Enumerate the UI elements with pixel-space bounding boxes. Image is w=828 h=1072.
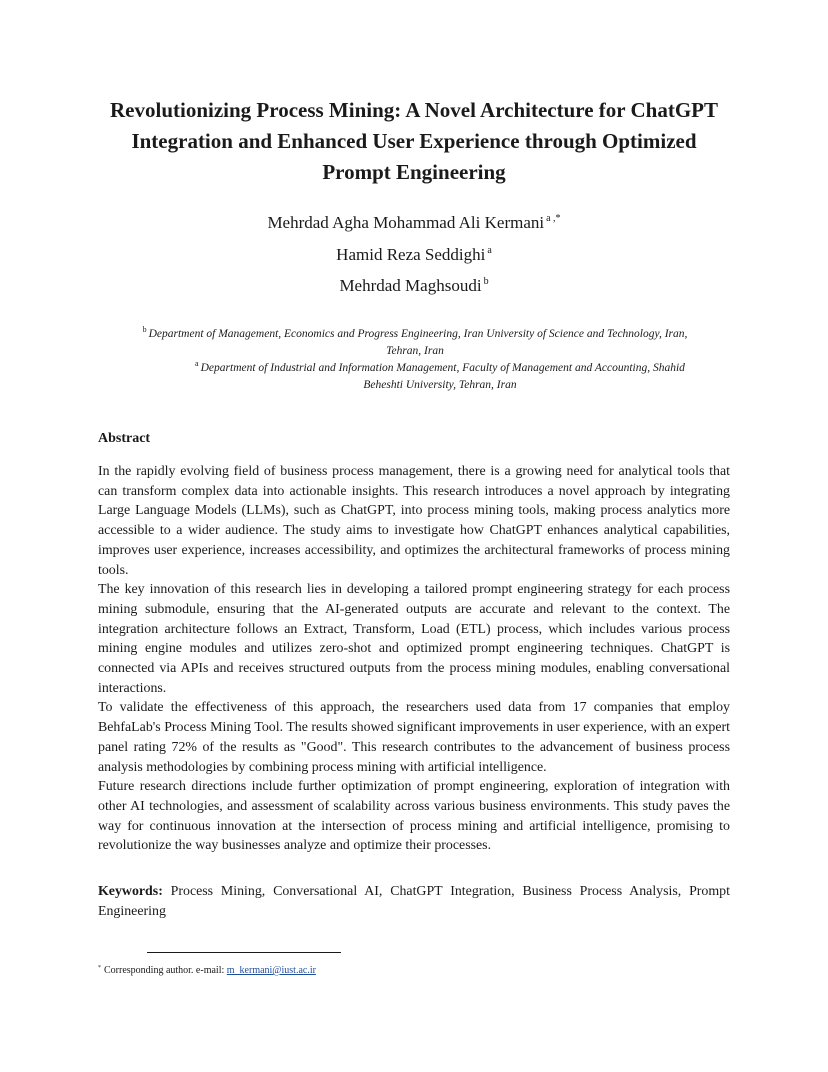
abstract-paragraph: In the rapidly evolving field of business process management, there is a growing need for analytical tools that can transform complex data into actionable insights. This research introduces a novel approach by integrating Large Language Models (LLMs), such as ChatGPT, into process mining tools, making process analytics more accessible to a wider audience. The study aims to investigate how ChatGPT enhances analytical capabilities, improves user experience, increases accessibility, and optimizes the architectural frameworks of process mining tools. xyxy=(98,464,730,578)
abstract-heading: Abstract xyxy=(98,431,151,446)
abstract-body xyxy=(98,462,730,856)
keywords xyxy=(98,882,730,921)
title-line: Prompt Engineering xyxy=(322,160,506,184)
affiliation-marker: a xyxy=(195,359,199,368)
footnote-divider xyxy=(147,952,341,953)
affiliation-text: Department of Management, Economics and Progress Engineering, Iran University of Science and Technology, Iran, xyxy=(148,328,688,340)
author-1 xyxy=(0,209,828,233)
affiliation-line xyxy=(100,321,730,343)
paper-title xyxy=(80,95,748,188)
keywords-label: Keywords: xyxy=(98,884,163,899)
author-name: Hamid Reza Seddighi xyxy=(336,245,486,264)
abstract-paragraph: The key innovation of this research lies in developing a tailored prompt engineering strategy for each process mining submodule, ensuring that the AI-generated outputs are accurate and relevant to the context. The integration architecture follows an Extract, Transform, Load (ETL) process, which includes various process mining engine modules and utilizes zero-shot and optimized prompt engineering techniques. ChatGPT is connected via APIs and receives structured outputs from the process mining modules, enabling conversational interactions. xyxy=(98,582,730,696)
affiliation-line: Tehran, Iran xyxy=(386,345,444,357)
footnote-text: Corresponding author. e-mail: xyxy=(104,965,227,976)
affiliation-line xyxy=(150,355,730,377)
title-line: Revolutionizing Process Mining: A Novel Architecture for ChatGPT xyxy=(110,98,718,122)
email-link[interactable]: m_kermani@iust.ac.ir xyxy=(226,965,316,976)
author-affiliation-marker: b xyxy=(483,276,489,287)
title-line: Integration and Enhanced User Experience through Optimized xyxy=(131,129,697,153)
affiliation-marker: b xyxy=(142,325,147,334)
author-affiliation-marker: a ,* xyxy=(546,213,561,224)
abstract-paragraph: To validate the effectiveness of this approach, the researchers used data from 17 companies that employ BehfaLab's Process Mining Tool. The results showed significant improvements in user experience, with an expert panel rating 72% of the results as "Good". This research contributes to the advancement of business process analysis methodologies by combining process mining with artificial intelligence. xyxy=(98,700,730,775)
author-affiliation-marker: a xyxy=(487,245,492,256)
keywords-text: Process Mining, Conversational AI, ChatGPT Integration, Business Process Analysis, Prompt Engineering xyxy=(98,884,730,919)
footnote xyxy=(98,961,316,978)
affiliation-line: Beheshti University, Tehran, Iran xyxy=(363,379,517,391)
affiliation-a xyxy=(150,355,730,394)
author-name: Mehrdad Agha Mohammad Ali Kermani xyxy=(267,213,545,232)
abstract-paragraph: Future research directions include further optimization of prompt engineering, exploration of integration with other AI technologies, and assessment of scalability across various business environments. This study paves the way for continuous innovation at the intersection of process mining and artificial intelligence, promising to revolutionize the way businesses analyze and optimize their processes. xyxy=(98,779,730,854)
footnote-marker: * xyxy=(98,965,101,971)
author-name: Mehrdad Maghsoudi xyxy=(339,276,482,295)
author-2 xyxy=(0,241,828,265)
affiliation-text: Department of Industrial and Information Management, Faculty of Management and Accounting, Shahid xyxy=(200,362,685,374)
author-3 xyxy=(0,272,828,296)
